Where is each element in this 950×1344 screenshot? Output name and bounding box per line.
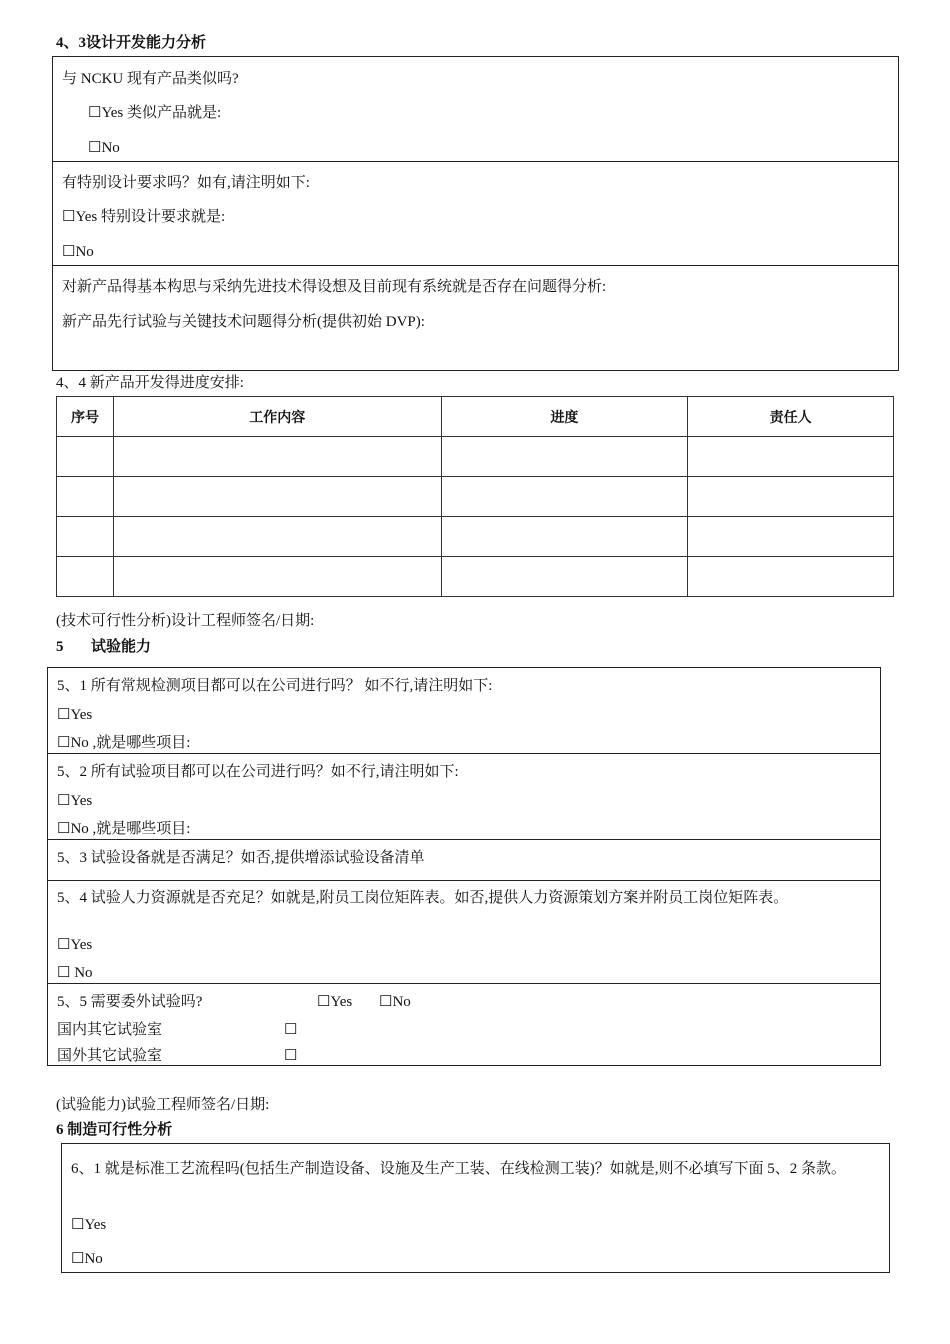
- section-4-4-heading: 4、4 新产品开发得进度安排:: [56, 375, 244, 391]
- table-cell[interactable]: [441, 437, 688, 477]
- divider: [52, 265, 899, 266]
- q5-4-label: 5、4 试验人力资源就是否充足？如就是,附员工岗位矩阵表。如否,提供人力资源策划方案并附员工岗位矩阵表。: [57, 890, 789, 906]
- q5-1-label: 5、1 所有常规检测项目都可以在公司进行吗？ 如不行,请注明如下:: [57, 678, 493, 694]
- divider: [47, 753, 881, 754]
- q5-4-no-checkbox[interactable]: ☐ No: [57, 965, 93, 981]
- q5-2-no-checkbox[interactable]: ☐No ,就是哪些项目:: [57, 821, 191, 837]
- table-cell[interactable]: [57, 557, 114, 597]
- table-cell[interactable]: [688, 557, 894, 597]
- foreign-lab-label: 国外其它试验室: [57, 1048, 163, 1064]
- column-header: 序号: [57, 397, 114, 437]
- q5-5-label: 5、5 需要委外试验吗?: [57, 994, 203, 1010]
- divider: [47, 983, 881, 984]
- similar-no-checkbox[interactable]: ☐No: [88, 140, 120, 156]
- special-design-question: 有特别设计要求吗？如有,请注明如下:: [62, 175, 310, 191]
- q5-2-label: 5、2 所有试验项目都可以在公司进行吗？如不行,请注明如下:: [57, 764, 459, 780]
- similar-product-question: 与 NCKU 现有产品类似吗?: [62, 71, 239, 87]
- concept-analysis-label: 对新产品得基本构思与采纳先进技术得设想及目前现有系统就是否存在问题得分析:: [62, 279, 607, 295]
- schedule-table: [56, 396, 894, 597]
- q5-1-no-checkbox[interactable]: ☐No ,就是哪些项目:: [57, 735, 191, 751]
- table-cell[interactable]: [113, 437, 441, 477]
- q6-1-label: 6、1 就是标准工艺流程吗(包括生产制造设备、设施及生产工装、在线检测工装)？如就是,则不必填写下面 5、2 条款。: [71, 1161, 846, 1177]
- similar-yes-checkbox[interactable]: ☐Yes 类似产品就是:: [88, 105, 222, 121]
- section-5-heading: 试验能力: [91, 639, 152, 655]
- table-row: [57, 437, 894, 477]
- table-cell[interactable]: [441, 517, 688, 557]
- table-cell[interactable]: [688, 517, 894, 557]
- q6-1-yes-checkbox[interactable]: ☐Yes: [71, 1217, 107, 1233]
- table-row: [57, 557, 894, 597]
- q5-5-yes-checkbox[interactable]: ☐Yes: [317, 994, 353, 1010]
- table-header-row: [57, 397, 894, 437]
- table-row: [57, 477, 894, 517]
- q5-5-no-checkbox[interactable]: ☐No: [379, 994, 411, 1010]
- test-engineer-signature: (试验能力)试验工程师签名/日期:: [56, 1097, 270, 1113]
- divider: [47, 839, 881, 840]
- divider: [47, 880, 881, 881]
- column-header: 工作内容: [113, 397, 441, 437]
- domestic-lab-checkbox[interactable]: ☐: [284, 1022, 298, 1038]
- foreign-lab-checkbox[interactable]: ☐: [284, 1048, 298, 1064]
- table-cell[interactable]: [57, 517, 114, 557]
- table-cell[interactable]: [441, 557, 688, 597]
- design-engineer-signature: (技术可行性分析)设计工程师签名/日期:: [56, 613, 315, 629]
- table-cell[interactable]: [113, 517, 441, 557]
- section-5-number: 5: [56, 639, 64, 655]
- table-cell[interactable]: [688, 437, 894, 477]
- divider: [52, 161, 899, 162]
- pretest-analysis-label: 新产品先行试验与关键技术问题得分析(提供初始 DVP):: [62, 314, 425, 330]
- table-cell[interactable]: [113, 477, 441, 517]
- table-row: [57, 517, 894, 557]
- section-6-heading: 6 制造可行性分析: [56, 1122, 173, 1138]
- table-cell[interactable]: [441, 477, 688, 517]
- q6-1-no-checkbox[interactable]: ☐No: [71, 1251, 103, 1267]
- table-cell[interactable]: [57, 477, 114, 517]
- special-yes-checkbox[interactable]: ☐Yes 特别设计要求就是:: [62, 209, 226, 225]
- section-4-3-heading: 4、3设计开发能力分析: [56, 35, 207, 51]
- domestic-lab-label: 国内其它试验室: [57, 1022, 163, 1038]
- column-header: 进度: [441, 397, 688, 437]
- column-header: 责任人: [688, 397, 894, 437]
- q5-3-label: 5、3 试验设备就是否满足？如否,提供增添试验设备清单: [57, 850, 425, 866]
- table-cell[interactable]: [57, 437, 114, 477]
- special-no-checkbox[interactable]: ☐No: [62, 244, 94, 260]
- table-cell[interactable]: [688, 477, 894, 517]
- q5-1-yes-checkbox[interactable]: ☐Yes: [57, 707, 93, 723]
- table-cell[interactable]: [113, 557, 441, 597]
- q5-4-yes-checkbox[interactable]: ☐Yes: [57, 937, 93, 953]
- q5-2-yes-checkbox[interactable]: ☐Yes: [57, 793, 93, 809]
